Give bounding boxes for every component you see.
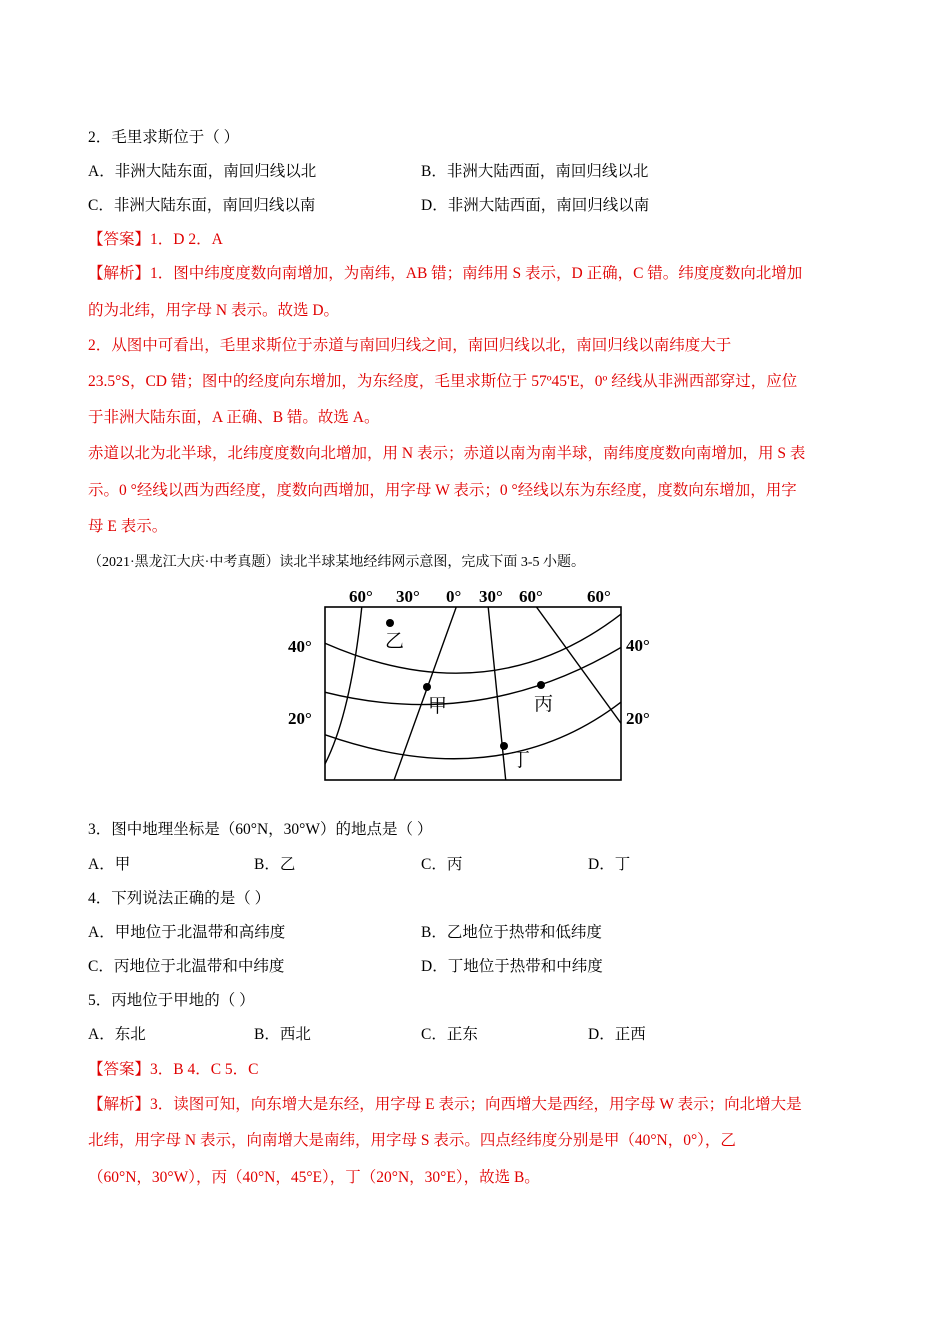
- q2-option-a: A．非洲大陆东面，南回归线以北: [88, 163, 317, 180]
- map-frame: [325, 607, 621, 780]
- q3-option-b: B．乙: [254, 856, 296, 873]
- analysis-2-line1: 【解析】3．读图可知，向东增大是东经，用字母 E 表示；向西增大是西经，用字母 W 表示；向北增大是: [88, 1096, 802, 1113]
- label-yi: 乙: [385, 631, 405, 652]
- top-label-30w: 30°: [396, 587, 420, 606]
- analysis-1-line4: 23.5°S，CD 错；图中的经度向东增加，为东经度，毛里求斯位于 57º45'E，0º 经线从非洲西部穿过，应位: [88, 373, 798, 390]
- left-label-40: 40°: [288, 637, 312, 656]
- parallel-60: [320, 611, 625, 673]
- right-label-20: 20°: [626, 709, 650, 728]
- point-yi: [386, 619, 394, 627]
- q4-option-a: A．甲地位于北温带和高纬度: [88, 924, 286, 941]
- meridian-30w: [320, 605, 362, 773]
- q5-option-d: D．正西: [588, 1026, 646, 1043]
- analysis-1-line3: 2．从图中可看出，毛里求斯位于赤道与南回归线之间，南回归线以北，南回归线以南纬度大于: [88, 337, 732, 354]
- q3-option-c: C．丙: [421, 856, 463, 873]
- analysis-1-line5: 于非洲大陆东面，A 正确、B 错。故选 A。: [88, 409, 380, 426]
- q3-option-d: D．丁: [588, 856, 631, 873]
- top-label-30e: 30°: [479, 587, 503, 606]
- left-label-20: 20°: [288, 709, 312, 728]
- section-intro: （2021·黑龙江大庆·中考真题）读北半球某地经纬网示意图，完成下面 3-5 小题。: [88, 555, 585, 570]
- q5-option-a: A．东北: [88, 1026, 146, 1043]
- top-label-60e-right: 60°: [587, 587, 611, 606]
- point-jia: [423, 683, 431, 691]
- label-jia: 甲: [428, 696, 448, 717]
- q4-stem: 4．下列说法正确的是（ ）: [88, 890, 271, 907]
- parallel-40: [320, 645, 625, 705]
- q3-option-a: A．甲: [88, 856, 131, 873]
- analysis-1-line2: 的为北纬，用字母 N 表示。故选 D。: [88, 302, 340, 319]
- q4-option-d: D．丁地位于热带和中纬度: [421, 958, 603, 975]
- point-ding: [500, 742, 508, 750]
- q2-option-b: B．非洲大陆西面，南回归线以北: [421, 163, 649, 180]
- q5-stem: 5．丙地位于甲地的（ ）: [88, 992, 255, 1009]
- parallel-20: [320, 699, 625, 759]
- label-bing: 丙: [534, 694, 554, 715]
- analysis-1-line8: 母 E 表示。: [88, 518, 168, 535]
- analysis-1-line6: 赤道以北为北半球，北纬度度数向北增加，用 N 表示；赤道以南为南半球，南纬度度数向南增加，用 S 表: [88, 445, 806, 462]
- point-bing: [537, 681, 545, 689]
- top-label-60w: 60°: [349, 587, 373, 606]
- analysis-2-line2: 北纬，用字母 N 表示，向南增大是南纬，用字母 S 表示。四点经纬度分别是甲（40°N，0°），乙: [88, 1132, 736, 1149]
- answer-1-2: 【答案】1．D 2．A: [88, 231, 223, 248]
- q2-stem: 2．毛里求斯位于（ ）: [88, 129, 240, 146]
- analysis-2-line3: （60°N，30°W），丙（40°N，45°E），丁（20°N，30°E），故选 B。: [88, 1169, 540, 1186]
- analysis-1-line1: 【解析】1．图中纬度度数向南增加，为南纬，AB 错；南纬用 S 表示，D 正确，C 错。纬度度数向北增加: [88, 265, 803, 282]
- graticule-figure: [280, 583, 680, 788]
- analysis-1-line7: 示。0 °经线以西为西经度，度数向西增加，用字母 W 表示；0 °经线以东为东经度，度数向东增加，用字: [88, 482, 797, 499]
- q5-option-c: C．正东: [421, 1026, 478, 1043]
- answer-3-5: 【答案】3．B 4．C 5．C: [88, 1061, 259, 1078]
- q2-option-c: C．非洲大陆东面，南回归线以南: [88, 197, 316, 214]
- label-ding: 丁: [511, 750, 531, 771]
- q2-option-d: D．非洲大陆西面，南回归线以南: [421, 197, 650, 214]
- top-label-60e: 60°: [519, 587, 543, 606]
- right-label-40: 40°: [626, 636, 650, 655]
- q4-option-b: B．乙地位于热带和低纬度: [421, 924, 602, 941]
- top-label-0: 0°: [446, 587, 462, 606]
- q5-option-b: B．西北: [254, 1026, 311, 1043]
- q3-stem: 3．图中地理坐标是（60°N，30°W）的地点是（ ）: [88, 821, 433, 838]
- q4-option-c: C．丙地位于北温带和中纬度: [88, 958, 285, 975]
